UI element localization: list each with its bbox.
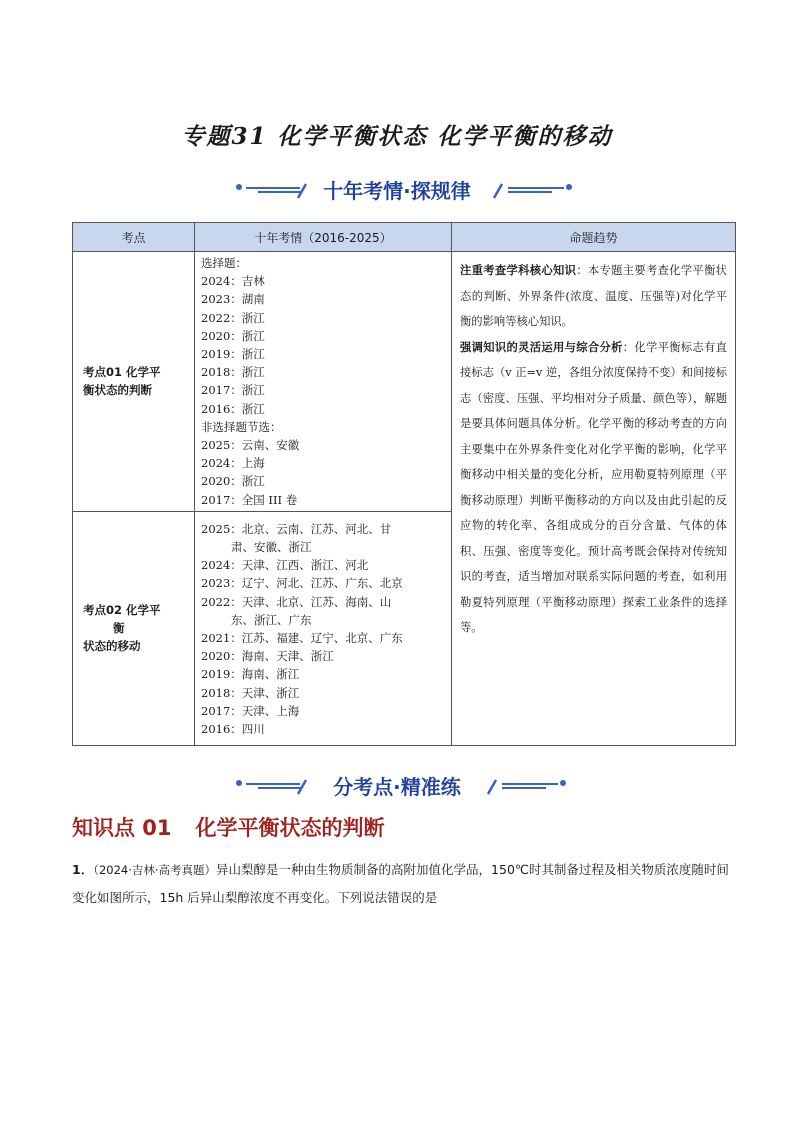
- year-entry: 2024：上海: [201, 456, 265, 471]
- year-entry: 2020：浙江: [201, 474, 265, 489]
- question-number: 1．: [72, 862, 94, 877]
- year-entry: 2020：海南、天津、浙江: [201, 649, 334, 664]
- year-entry: 2017：浙江: [201, 383, 265, 398]
- year-entry: 2018：浙江: [201, 365, 265, 380]
- point-label-line: 衡状态的判断: [83, 383, 152, 398]
- section-number: 知识点 01: [72, 816, 172, 840]
- year-entry: 2022：浙江: [201, 310, 265, 325]
- banner-line-right-2: [508, 191, 552, 193]
- year-entry: 2016：浙江: [201, 401, 265, 416]
- question-1: [72, 856, 732, 911]
- point-cell-01: [73, 252, 195, 512]
- header-decade: 十年考情（2016-2025）: [195, 223, 452, 252]
- year-entry: 2021：江苏、福建、辽宁、北京、广东: [201, 631, 403, 646]
- trend-emphasis-2: 强调知识的灵活运用与综合分析: [460, 340, 623, 354]
- trend-text-2: ：化学平衡标志有直接标志（v 正=v 逆，各组分浓度保持不变）和间接标志（密度、压强、平均相对分子质量、颜色等），解题是要具体问题具体分析。化学平衡的移动考查的方向主要集中在外界条件变化对化学平衡的影响，化学平衡移动中相关量的变化分析，应用勒夏特列原理（平衡移动原理）判断平衡移动的方向以及由此引起的反应物的转化率、各组成成分的百分含量、气体的体积、压强、密度等变化。预计高考既会保持对传统知识的考查，适当增加对联系实际问题的考查，如利用勒夏特列原理（平衡移动原理）探索工业条件的选择等。: [460, 340, 727, 634]
- year-entry: 非选择题节选：: [201, 419, 282, 434]
- exam-trend-table: [72, 222, 736, 746]
- question-source: （2024·吉林·高考真题）: [93, 863, 217, 877]
- banner-dot-right: [566, 184, 572, 190]
- year-entry: 2019：浙江: [201, 347, 265, 362]
- year-entry: 2025：云南、安徽: [201, 438, 300, 453]
- year-entry: 2024：吉林: [201, 274, 265, 289]
- years-cell-01: [195, 252, 452, 512]
- years-cell-02: [195, 511, 452, 745]
- banner-line-right-2: [502, 787, 546, 789]
- point-label-line: 考点01 化学平: [83, 365, 161, 380]
- year-entry: 2017：全国 III 卷: [201, 492, 298, 507]
- trend-cell: [452, 252, 736, 746]
- banner-practice: [0, 772, 794, 802]
- year-entry: 2025：北京、云南、江苏、河北、甘: [201, 521, 392, 536]
- point-cell-02: [73, 511, 195, 745]
- banner-title: 分考点·精准练: [333, 775, 461, 799]
- banner-decennial-trends: [0, 176, 794, 206]
- banner-dot-right: [560, 780, 566, 786]
- banner-line-right: [502, 783, 558, 785]
- table-row: [73, 252, 736, 512]
- banner-line-right: [508, 187, 564, 189]
- banner-slash-right: [492, 182, 504, 200]
- point-label-line: 衡: [113, 621, 125, 636]
- section-heading: [72, 812, 385, 842]
- question-text: 异山梨醇是一种由生物质制备的高附加值化学品，150℃时其制备过程及相关物质浓度随时间变化如图所示，15h 后异山梨醇浓度不再变化。下列说法错误的是: [72, 862, 729, 905]
- header-point: 考点: [73, 223, 195, 252]
- year-entry: 2019：海南、浙江: [201, 667, 300, 682]
- document-title: 专题31 化学平衡状态 化学平衡的移动: [181, 123, 613, 150]
- year-entry: 肃、安徽、浙江: [231, 540, 312, 555]
- point-label-line: 状态的移动: [83, 639, 141, 654]
- trend-text-1: ：本专题主要考查化学平衡状态的判断、外界条件(浓度、温度、压强等)对化学平衡的影响等核心知识。: [460, 264, 727, 328]
- year-entry: 2022：天津、北京、江苏、海南、山: [201, 594, 392, 609]
- year-entry: 2018：天津、浙江: [201, 685, 300, 700]
- year-entry: 选择题：: [201, 256, 247, 270]
- year-entry: 2024：天津、江西、浙江、河北: [201, 558, 369, 573]
- year-entry: 2016：四川: [201, 722, 265, 737]
- year-entry: 2017：天津、上海: [201, 703, 300, 718]
- section-name: 化学平衡状态的判断: [195, 816, 385, 840]
- point-label-line: 考点02 化学平: [83, 603, 161, 618]
- year-entry: 东、浙江、广东: [231, 612, 312, 627]
- header-trend: 命题趋势: [452, 223, 736, 252]
- year-entry: 2020：浙江: [201, 328, 265, 343]
- table-header-row: [73, 223, 736, 252]
- trend-emphasis-1: 注重考查学科核心知识: [460, 264, 577, 277]
- year-entry: 2023：湖南: [201, 292, 265, 307]
- year-entry: 2023：辽宁、河北、江苏、广东、北京: [201, 576, 403, 591]
- banner-title: 十年考情·探规律: [323, 179, 471, 203]
- banner-slash-right: [486, 778, 498, 796]
